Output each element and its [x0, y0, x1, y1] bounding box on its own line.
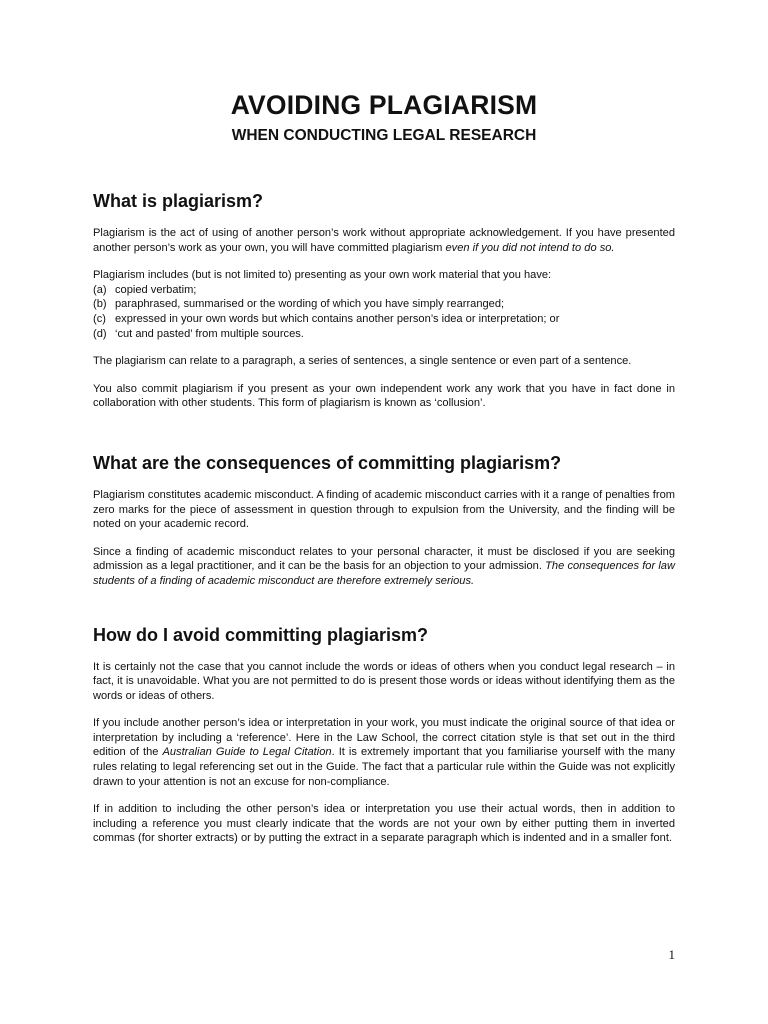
list-marker: (c) — [93, 312, 106, 325]
paragraph: Plagiarism includes (but is not limited to) presenting as your own work material that you have: — [93, 269, 552, 282]
document-title: AVOIDING PLAGIARISM — [230, 90, 538, 120]
paragraph-text: Plagiarism is the act of using of another person’s work without appropriate acknowledgement. If you have presented another person’s work as your own, you will have committed plagiarism — [93, 227, 675, 254]
list-item-text: paraphrased, summarised or the wording of which you have simply rearranged; — [115, 298, 505, 311]
paragraph: Plagiarism constitutes academic misconduct. A finding of academic misconduct carries with it a range of penalties from zero marks for the piece of assessment in question through to expulsion from the University, and the finding will be noted on your academic record. — [93, 488, 675, 531]
list-marker: (a) — [93, 283, 107, 296]
section-heading: What are the consequences of committing plagiarism? — [93, 452, 562, 473]
paragraph: You also commit plagiarism if you present as your own independent work any work that you have in fact done in collaboration with other students. This form of plagiarism is known as ‘collusion’. — [93, 382, 675, 410]
list-item-text: ‘cut and pasted’ from multiple sources. — [115, 327, 304, 340]
page-number: 1 — [668, 947, 675, 962]
list-item — [93, 327, 675, 342]
paragraph-emphasis: The consequences for law students of a finding of academic misconduct are therefore extremely serious. — [93, 560, 675, 587]
paragraph: If in addition to including the other person’s idea or interpretation you use their actual words, then in addition to including a reference you must clearly indicate that the words are not your own by either putting them in inverted commas (for shorter extracts) or by putting the extract in a separate paragraph which is indented and in a smaller font. — [93, 803, 675, 845]
paragraph-text: . It is extremely important that you familiarise yourself with the many rules relating to legal referencing set out in the Guide. The fact that a particular rule within the Guide was not explicitly drawn to your attention is not an excuse for non-compliance. — [93, 746, 675, 788]
section-how-to-avoid — [93, 623, 675, 847]
paragraph: The plagiarism can relate to a paragraph, a series of sentences, a single sentence or even part of a sentence. — [93, 355, 632, 368]
paragraph-text: If you include another person’s idea or interpretation in your work, you must indicate the original source of that idea or interpretation by including a ‘reference’. Here in the Law School, the correct citation style is that set out in the third edition of the — [93, 717, 675, 759]
list-marker: (d) — [93, 327, 107, 340]
paragraph-emphasis: even if you did not intend to do so. — [445, 241, 615, 254]
list-item-text: expressed in your own words but which contains another person’s idea or interpretation; or — [115, 312, 560, 325]
paragraph — [93, 716, 675, 789]
section-consequences — [93, 451, 675, 589]
plagiarism-list — [93, 283, 675, 341]
paragraph: It is certainly not the case that you cannot include the words or ideas of others when you conduct legal research – in fact, it is unavoidable. What you are not permitted to do is present those words or ideas without identifying them as the words or ideas of others. — [93, 660, 675, 702]
section-heading: How do I avoid committing plagiarism? — [93, 624, 429, 645]
document-subtitle: WHEN CONDUCTING LEGAL RESEARCH — [231, 127, 537, 144]
list-item — [93, 283, 675, 298]
section-heading: What is plagiarism? — [93, 191, 264, 211]
list-item — [93, 312, 675, 327]
paragraph — [93, 226, 675, 255]
list-marker: (b) — [93, 298, 107, 311]
paragraph-text: Since a finding of academic misconduct relates to your personal character, it must be disclosed if you are seeking admission as a legal practitioner, and it can be the basis for an objection to your admission. — [93, 545, 675, 573]
list-item-text: copied verbatim; — [115, 283, 197, 296]
guide-title: Australian Guide to Legal Citation — [162, 746, 332, 759]
list-item — [93, 297, 675, 312]
paragraph — [93, 545, 675, 589]
section-what-is-plagiarism — [93, 189, 675, 411]
